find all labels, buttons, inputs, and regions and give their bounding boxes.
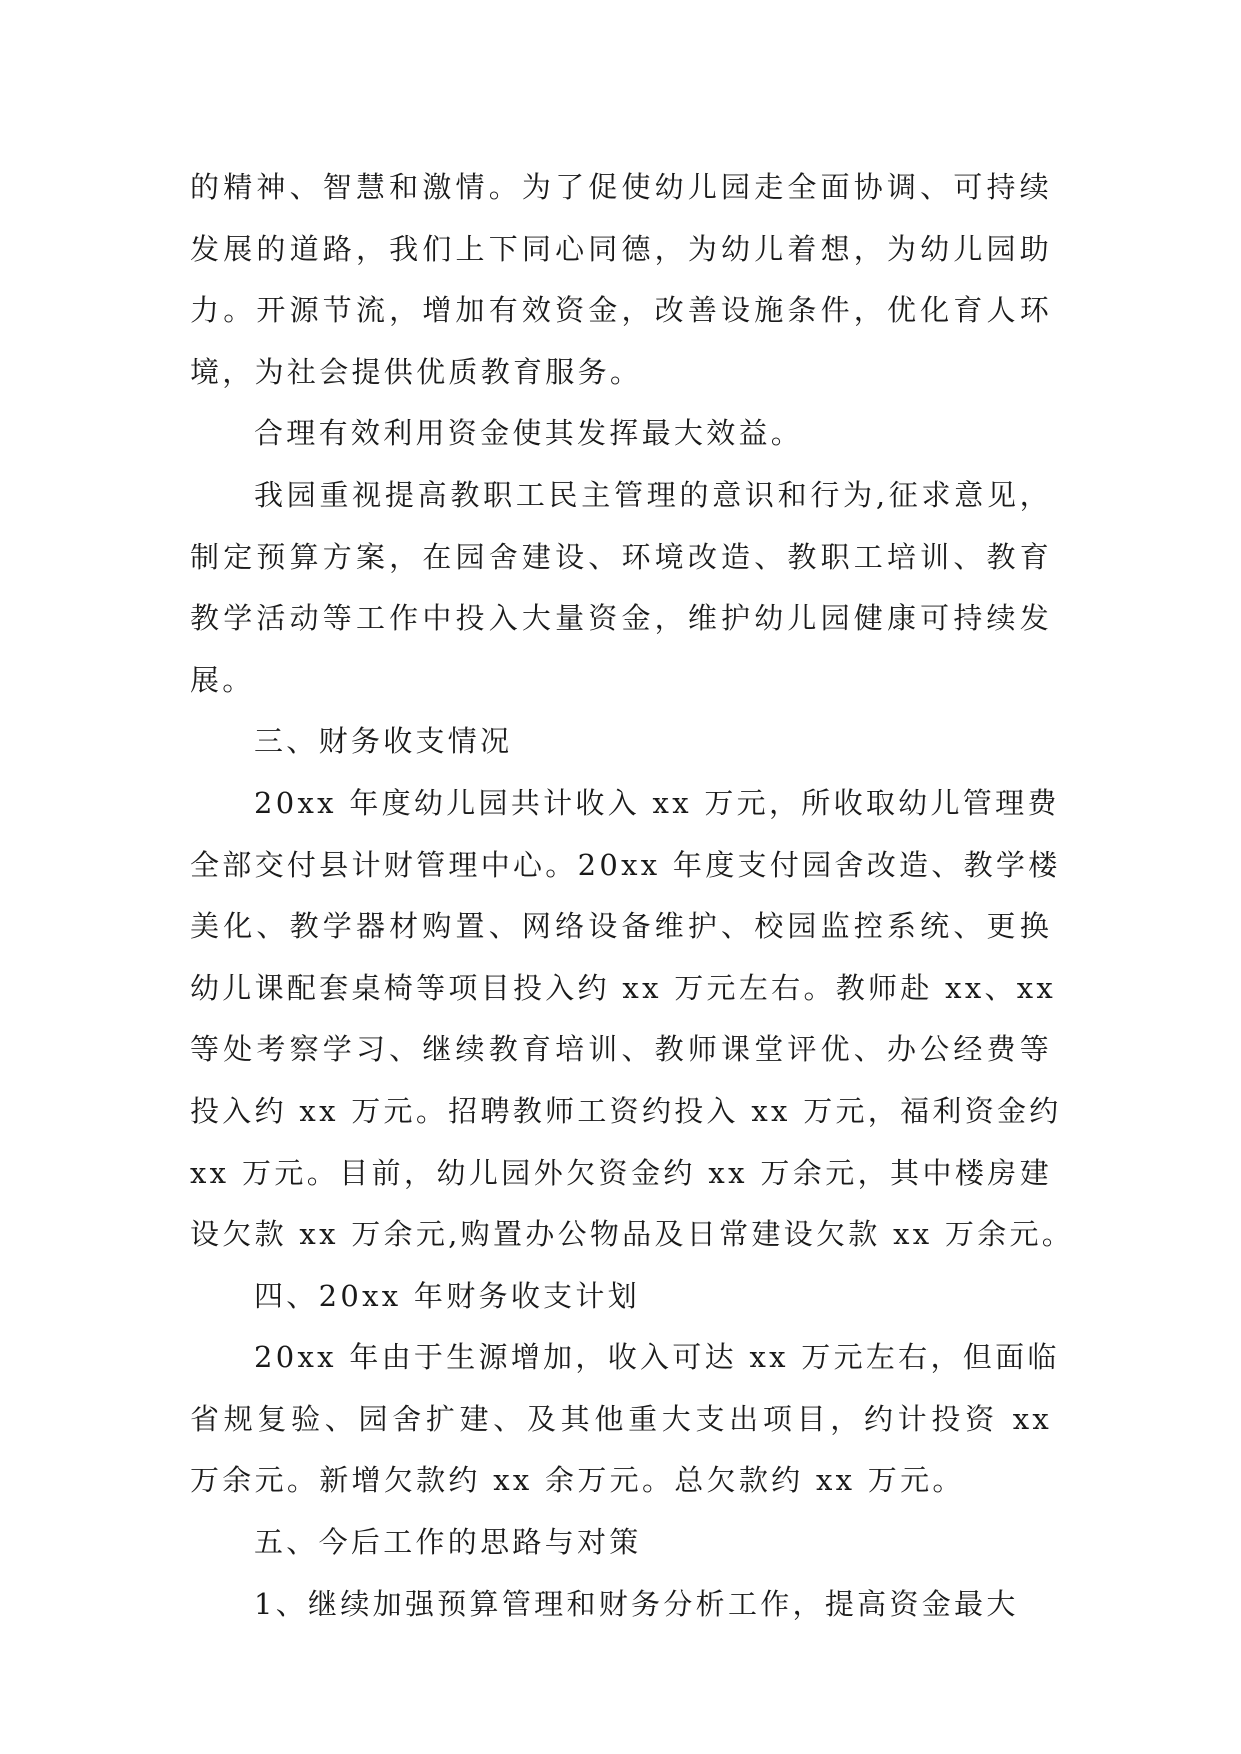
text-line: 投入约 xx 万元。招聘教师工资约投入 xx 万元，福利资金约	[190, 1093, 1062, 1128]
text-line: 发展的道路，我们上下同心同德，为幼儿着想，为幼儿园助	[190, 231, 1052, 266]
paragraph	[190, 773, 1075, 1266]
text-line: 20xx 年由于生源增加，收入可达 xx 万元左右，但面临	[254, 1340, 1060, 1375]
paragraph	[190, 1266, 1052, 1328]
text-line: 1、继续加强预算管理和财务分析工作，提高资金最大	[254, 1586, 1019, 1621]
text-line: 等处考察学习、继续教育培训、教师课堂评优、办公经费等	[190, 1032, 1052, 1067]
text-line: 20xx 年度幼儿园共计收入 xx 万元，所收取幼儿管理费	[254, 785, 1060, 820]
text-line: xx 万元。目前，幼儿园外欠资金约 xx 万余元，其中楼房建	[190, 1155, 1052, 1190]
document-body	[190, 157, 1075, 1635]
paragraph	[190, 1512, 1052, 1574]
text-line: 美化、教学器材购置、网络设备维护、校园监控系统、更换	[190, 909, 1052, 944]
text-line: 我园重视提高教职工民主管理的意识和行为,征求意见，	[254, 477, 1052, 512]
text-line: 省规复验、园舍扩建、及其他重大支出项目，约计投资 xx	[190, 1401, 1052, 1436]
text-line: 境，为社会提供优质教育服务。	[190, 354, 643, 389]
paragraph	[190, 465, 1052, 711]
text-line: 制定预算方案，在园舍建设、环境改造、教职工培训、教育	[190, 539, 1052, 574]
text-line: 的精神、智慧和激情。为了促使幼儿园走全面协调、可持续	[190, 170, 1052, 204]
text-line: 四、20xx 年财务收支计划	[254, 1278, 641, 1313]
paragraph	[190, 711, 1052, 773]
text-line: 力。开源节流，增加有效资金，改善设施条件，优化育人环	[190, 293, 1052, 328]
paragraph	[190, 1327, 1060, 1512]
text-line: 五、今后工作的思路与对策	[254, 1525, 642, 1560]
paragraph	[190, 1574, 1052, 1636]
text-line: 全部交付县计财管理中心。20xx 年度支付园舍改造、教学楼	[190, 847, 1061, 882]
text-line: 万余元。新增欠款约 xx 余万元。总欠款约 xx 万元。	[190, 1463, 965, 1498]
paragraph	[190, 157, 1052, 403]
text-line: 幼儿课配套桌椅等项目投入约 xx 万元左右。教师赴 xx、xx	[190, 970, 1057, 1005]
text-line: 三、财务收支情况	[254, 724, 513, 759]
text-line: 教学活动等工作中投入大量资金，维护幼儿园健康可持续发	[190, 601, 1052, 636]
paragraph	[190, 403, 1052, 465]
text-line: 设欠款 xx 万余元,购置办公物品及日常建设欠款 xx 万余元。	[190, 1217, 1075, 1252]
text-line: 合理有效利用资金使其发挥最大效益。	[254, 416, 804, 451]
text-line: 展。	[190, 662, 255, 697]
